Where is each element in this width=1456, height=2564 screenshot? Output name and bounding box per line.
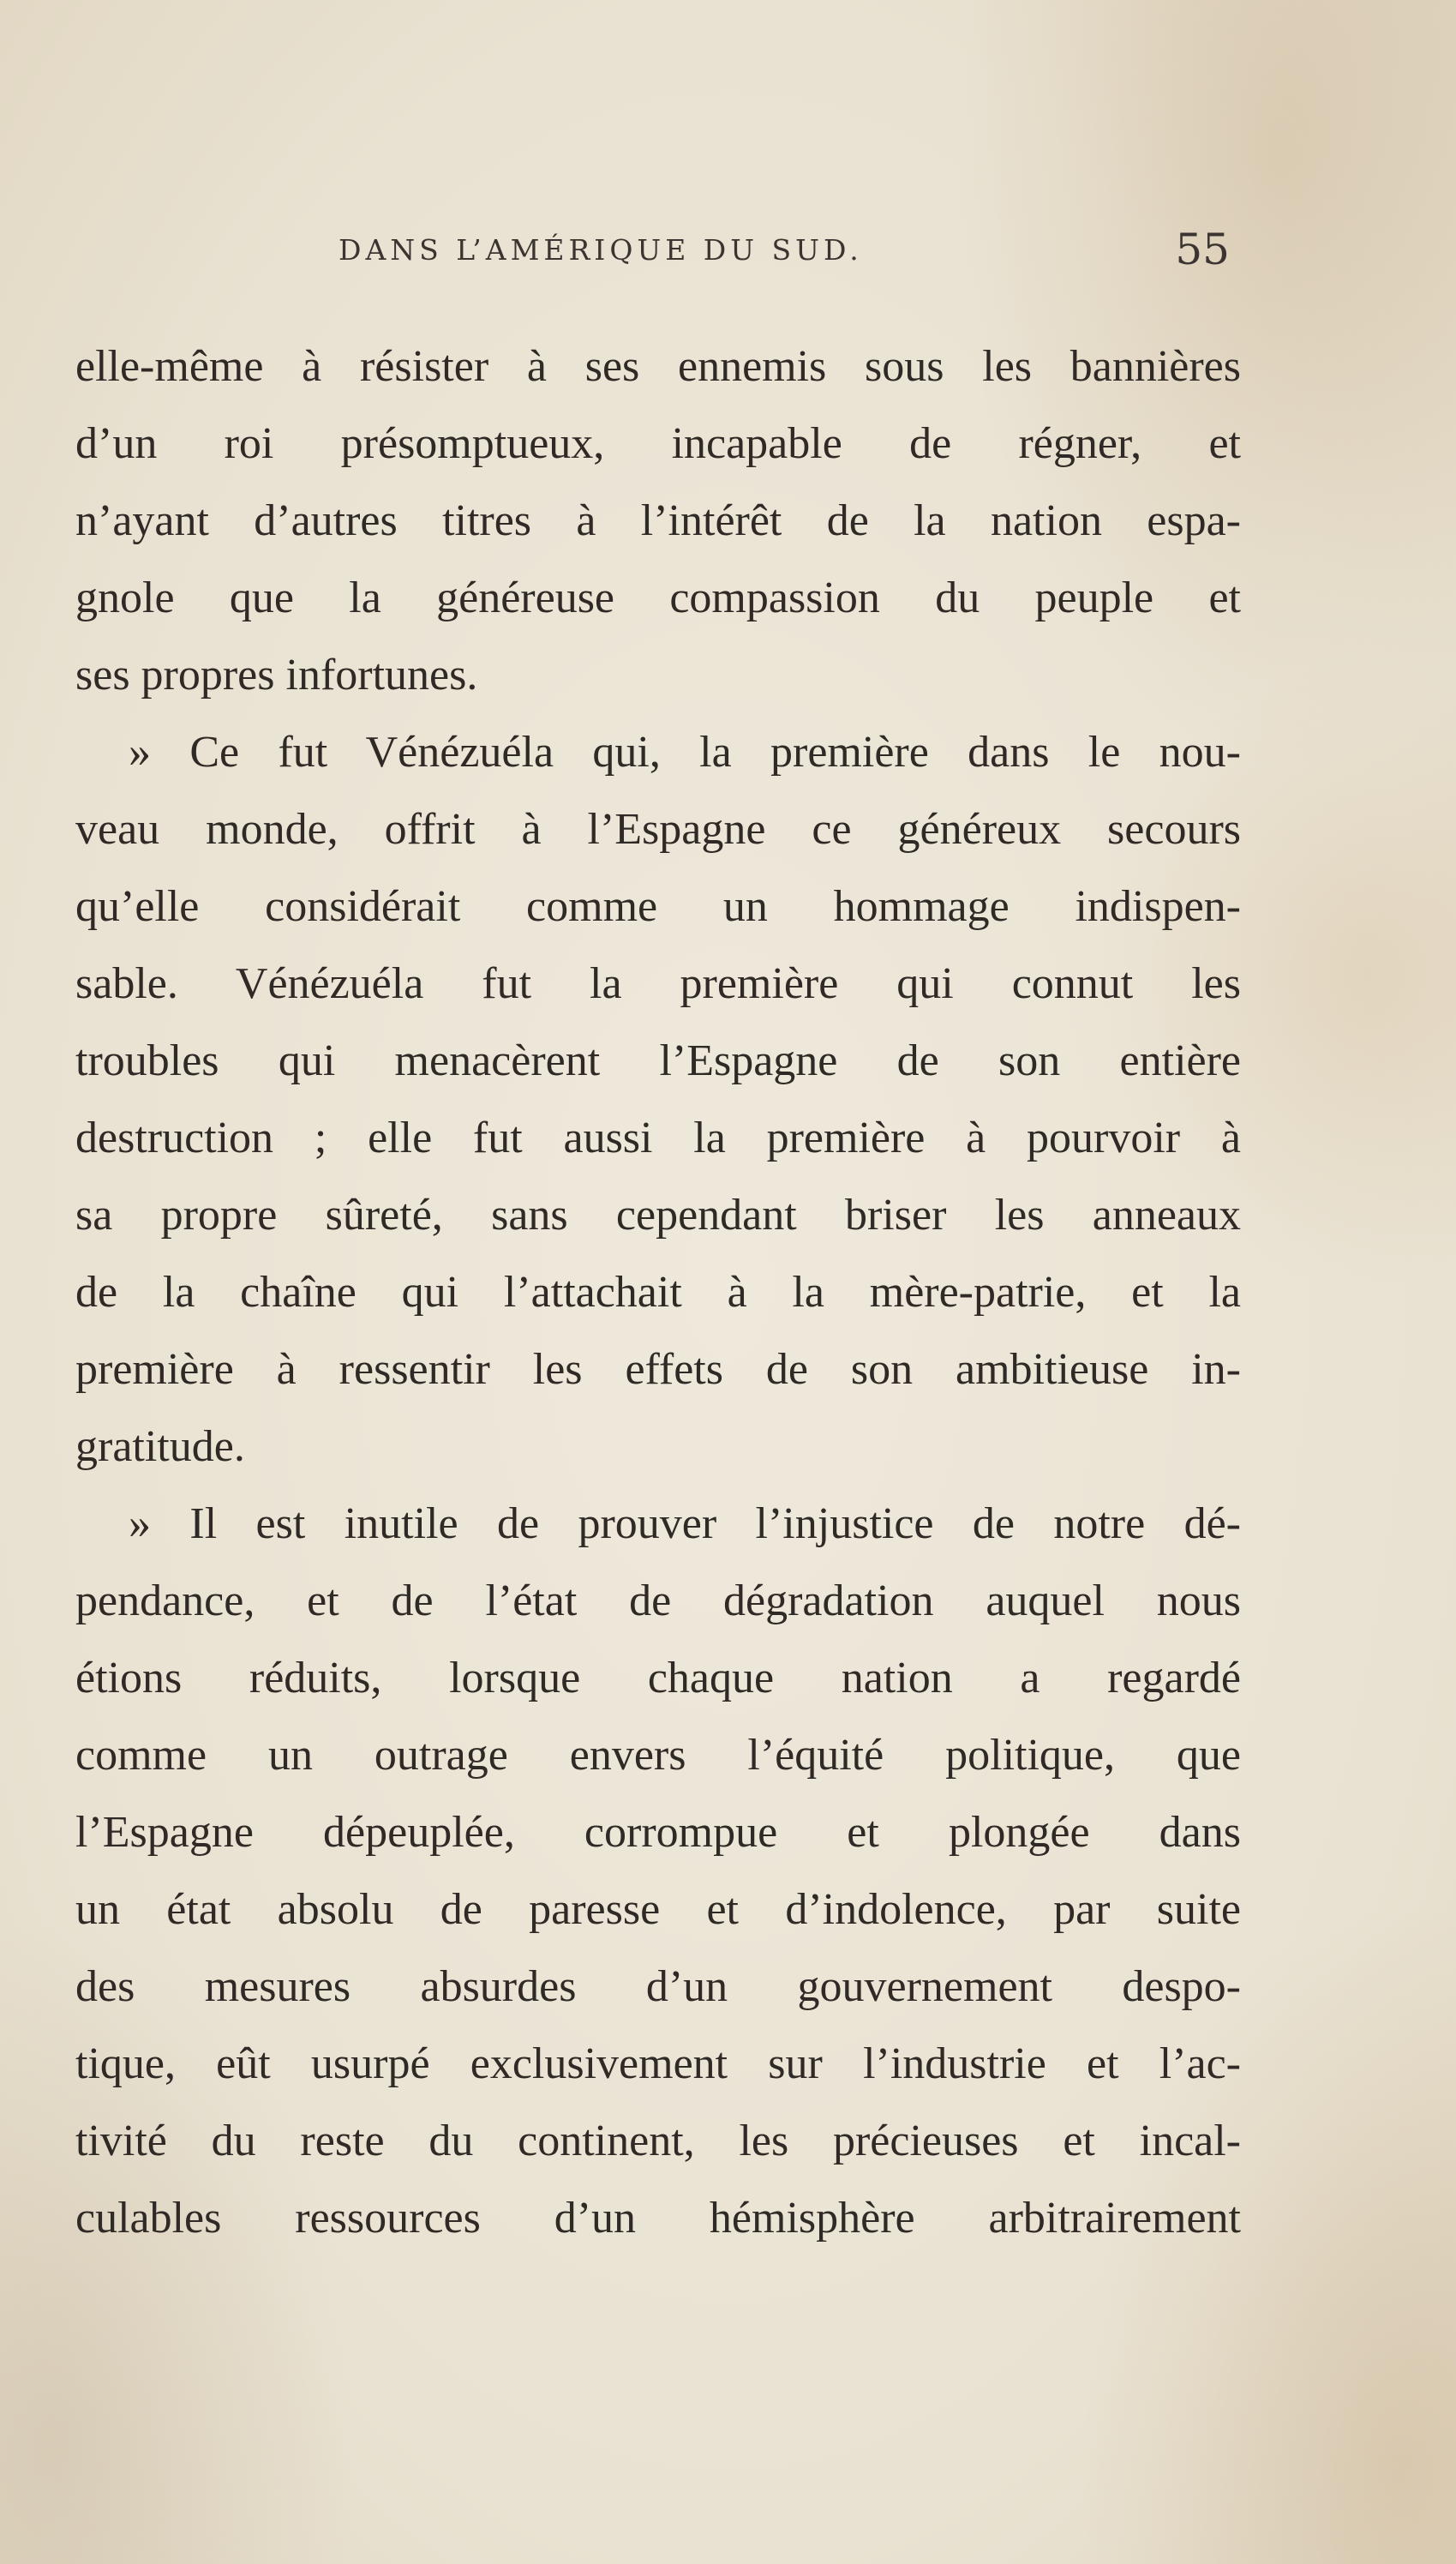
text-line: l’Espagne dépeuplée, corrompue et plongée dans	[75, 1808, 1241, 1857]
text-line: première à ressentir les effets de son ambitieuse in-	[75, 1345, 1241, 1394]
paragraph-start-line: » Ce fut Vénézuéla qui, la première dans le nou-	[129, 728, 1241, 777]
text-line: qu’elle considérait comme un hommage indispen-	[75, 882, 1241, 931]
text-line: d’un roi présomptueux, incapable de régner, et	[75, 419, 1241, 468]
text-line: troubles qui menacèrent l’Espagne de son entière	[75, 1036, 1241, 1085]
text-line: gratitude.	[75, 1422, 245, 1471]
body-text	[75, 328, 1241, 2257]
paragraph-start-line: » Il est inutile de prouver l’injustice de notre dé-	[129, 1499, 1241, 1548]
text-line: pendance, et de l’état de dégradation auquel nous	[75, 1576, 1241, 1625]
text-line: sa propre sûreté, sans cependant briser les anneaux	[75, 1191, 1241, 1240]
text-line: un état absolu de paresse et d’indolence, par suite	[75, 1885, 1241, 1934]
text-line: n’ayant d’autres titres à l’intérêt de la nation espa-	[75, 496, 1241, 545]
page-header	[339, 225, 1230, 285]
text-line: elle-même à résister à ses ennemis sous les bannières	[75, 342, 1241, 391]
text-line: ses propres infortunes.	[75, 651, 478, 700]
text-line: étions réduits, lorsque chaque nation a regardé	[75, 1654, 1241, 1702]
text-line: comme un outrage envers l’équité politique, que	[75, 1731, 1241, 1780]
text-line: veau monde, offrit à l’Espagne ce généreux secours	[75, 805, 1241, 854]
page-number: 55	[1175, 225, 1230, 274]
text-line: culables ressources d’un hémisphère arbitrairement	[75, 2194, 1241, 2243]
text-line: gnole que la généreuse compassion du peuple et	[75, 573, 1241, 622]
text-line: tivité du reste du continent, les précieuses et incal-	[75, 2117, 1241, 2165]
text-line: des mesures absurdes d’un gouvernement despo-	[75, 1962, 1241, 2011]
text-line: sable. Vénézuéla fut la première qui connut les	[75, 959, 1241, 1008]
text-line: tique, eût usurpé exclusivement sur l’industrie et l’ac-	[75, 2039, 1241, 2088]
running-head: DANS L’AMÉRIQUE DU SUD.	[339, 233, 863, 267]
text-line: de la chaîne qui l’attachait à la mère-patrie, et la	[75, 1268, 1241, 1317]
text-line: destruction ; elle fut aussi la première à pourvoir à	[75, 1114, 1241, 1162]
